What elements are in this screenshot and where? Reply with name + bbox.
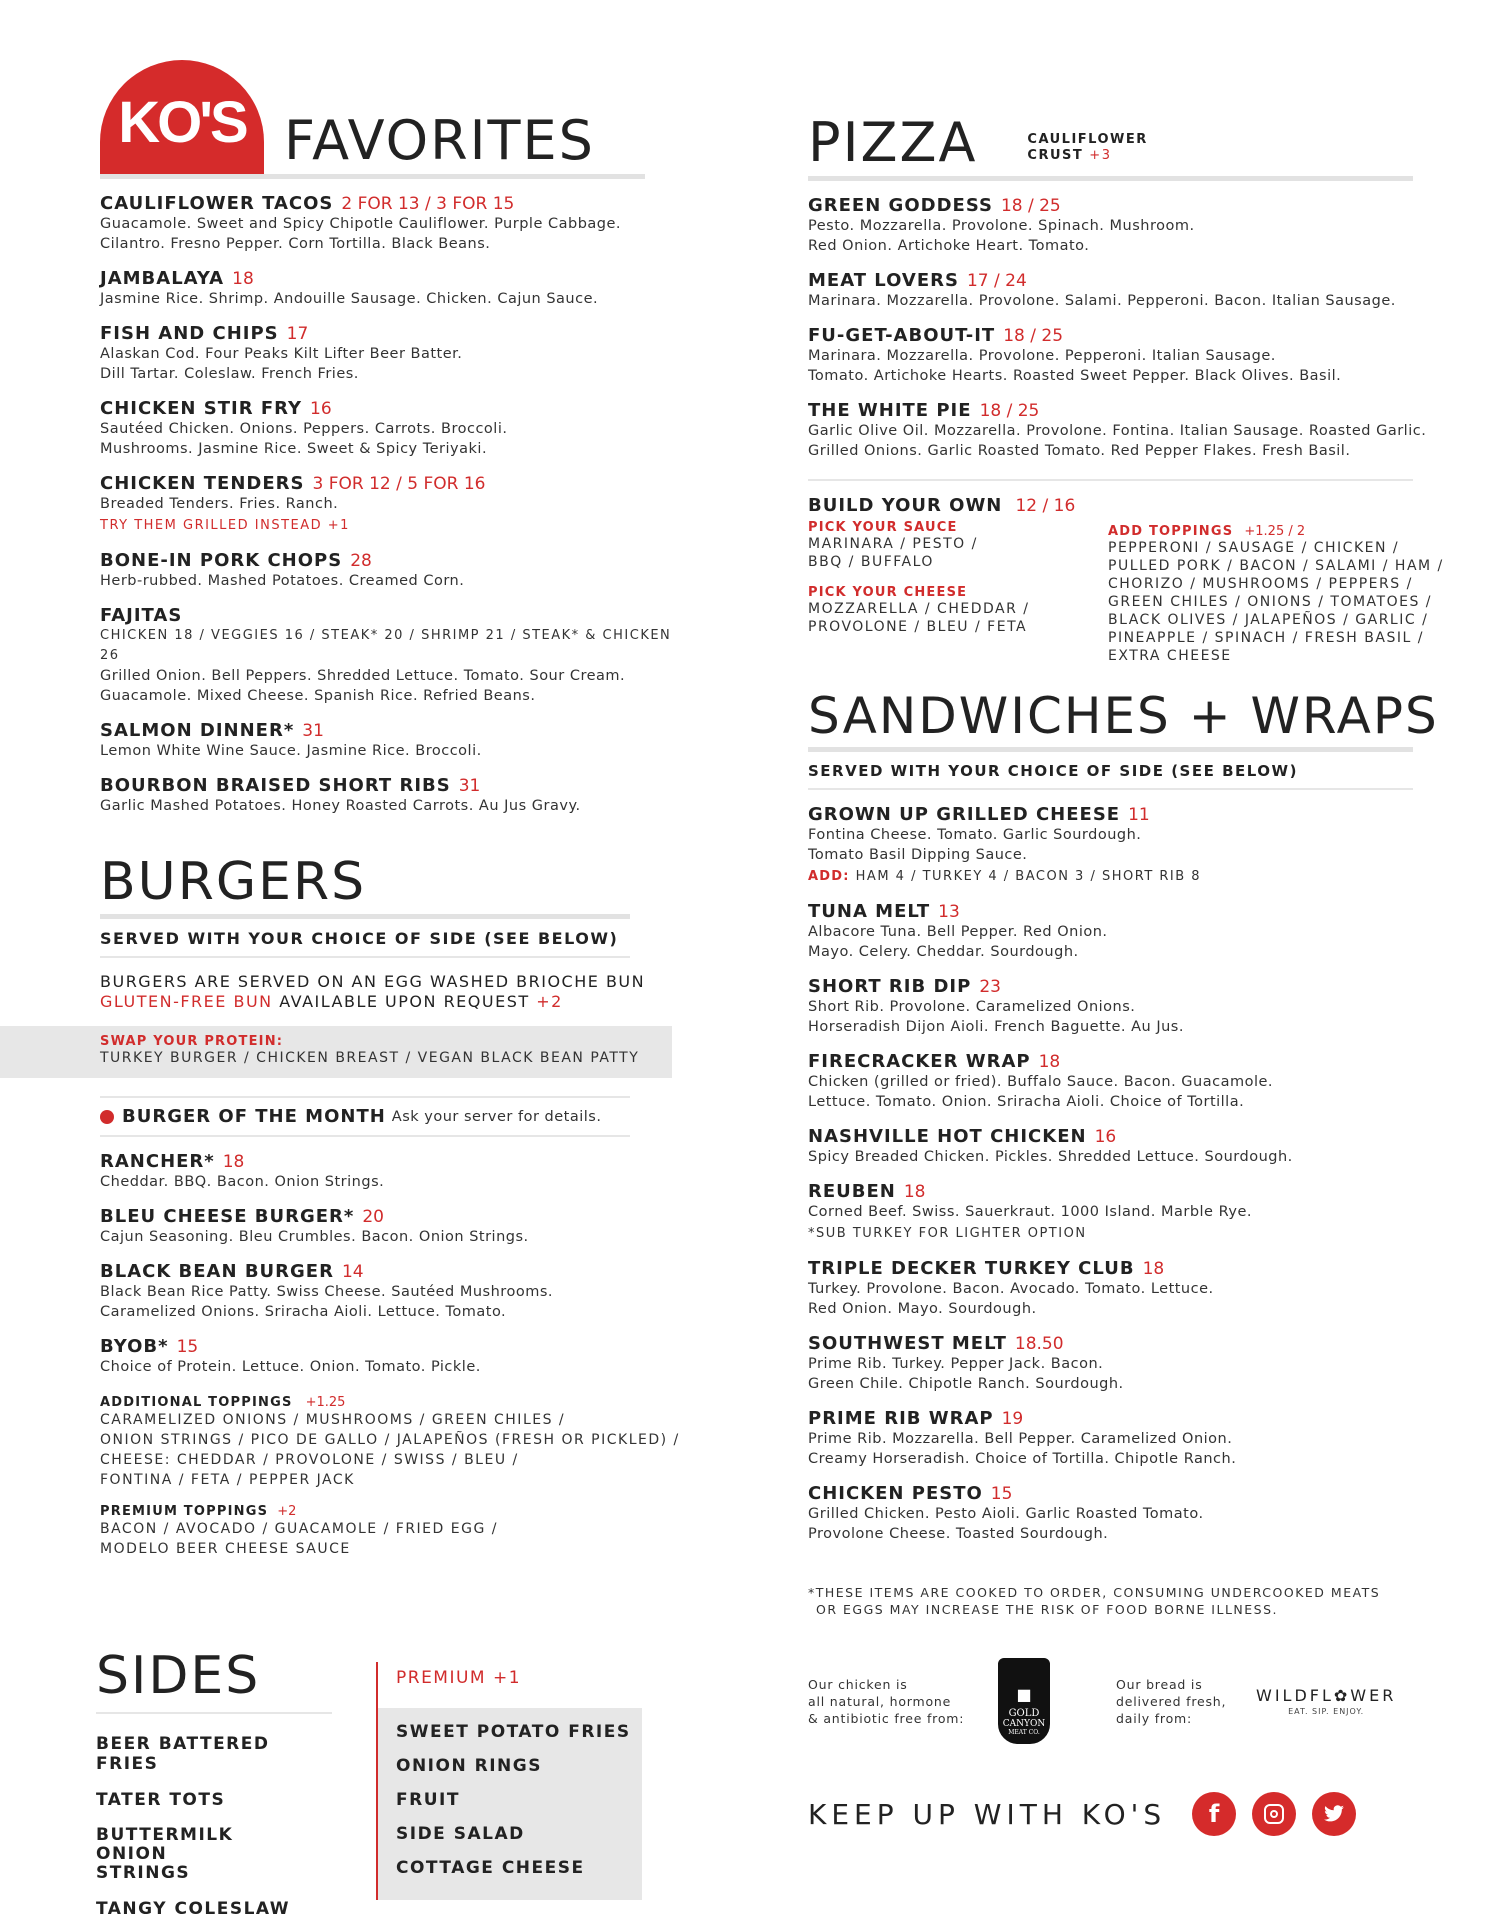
add-topping-line: ONION STRINGS / PICO DE GALLO / JALAPEÑOS (FRESH OR PICKLED) / xyxy=(100,1432,680,1448)
facebook-icon[interactable]: f xyxy=(1192,1792,1236,1836)
item-price: 18 / 25 xyxy=(1003,326,1064,346)
bread-line-3: daily from: xyxy=(1116,1710,1193,1726)
byo-sauce-cheese xyxy=(808,520,1108,665)
byo-toppings xyxy=(1108,520,1444,665)
crust-label: CRUST xyxy=(1027,148,1084,163)
prem-topping-line: MODELO BEER CHEESE SAUCE xyxy=(100,1541,351,1557)
wildflower-tagline: EAT. SIP. ENJOY. xyxy=(1288,1707,1365,1716)
item-description: Horseradish Dijon Aioli. French Baguette. Au Jus. xyxy=(808,1019,1184,1035)
menu-item xyxy=(100,605,680,706)
item-description: Cilantro. Fresno Pepper. Corn Tortilla. Black Beans. xyxy=(100,236,491,252)
gold-canyon-text-1: GOLD xyxy=(1008,1708,1040,1719)
item-description: Alaskan Cod. Four Peaks Kilt Lifter Beer Batter. xyxy=(100,346,463,362)
item-description: Green Chile. Chipotle Ranch. Sourdough. xyxy=(808,1376,1124,1392)
pizza-divider xyxy=(808,176,1413,181)
sandwiches-title: SANDWICHES + WRAPS xyxy=(808,687,1439,745)
kos-logo: KO'S xyxy=(100,60,264,174)
menu-item xyxy=(100,1261,680,1322)
item-name: PRIME RIB WRAP xyxy=(808,1408,994,1429)
item-description: Sautéed Chicken. Onions. Peppers. Carrots. Broccoli. xyxy=(100,421,508,437)
wildflower-wordmark: WILDFL✿WER xyxy=(1256,1686,1397,1705)
item-description: Marinara. Mozzarella. Provolone. Pepperoni. Italian Sausage. xyxy=(808,348,1276,364)
item-description: Dill Tartar. Coleslaw. French Fries. xyxy=(100,366,359,382)
bun-available: AVAILABLE UPON REQUEST xyxy=(279,992,530,1011)
add-toppings-price: +1.25 / 2 xyxy=(1244,524,1306,539)
item-description: Prime Rib. Turkey. Pepper Jack. Bacon. xyxy=(808,1356,1104,1372)
item-price: 18 xyxy=(903,1182,926,1202)
disclaimer-line-2: OR EGGS MAY INCREASE THE RISK OF FOOD BORNE ILLNESS. xyxy=(816,1602,1279,1617)
prem-topping-line: BACON / AVOCADO / GUACAMOLE / FRIED EGG / xyxy=(100,1521,498,1537)
social-row xyxy=(808,1792,1448,1836)
item-description: Tomato Basil Dipping Sauce. xyxy=(808,847,1028,863)
sides-title: SIDES xyxy=(96,1646,261,1706)
menu-item xyxy=(100,1336,680,1377)
item-description: Provolone Cheese. Toasted Sourdough. xyxy=(808,1526,1109,1542)
item-description: Pesto. Mozzarella. Provolone. Spinach. Mushroom. xyxy=(808,218,1195,234)
menu-item xyxy=(808,1408,1448,1469)
swap-protein-options: TURKEY BURGER / CHICKEN BREAST / VEGAN BLACK BEAN PATTY xyxy=(100,1050,640,1066)
add-topping-line: CARAMELIZED ONIONS / MUSHROOMS / GREEN CHILES / xyxy=(100,1412,566,1428)
byo-options xyxy=(808,520,1448,665)
burgers-thin-divider xyxy=(100,956,630,958)
steer-icon: ■ xyxy=(1016,1685,1032,1704)
right-column xyxy=(808,60,1448,1836)
item-price: 31 xyxy=(458,776,481,796)
item-description: Grilled Onions. Garlic Roasted Tomato. Red Pepper Flakes. Fresh Basil. xyxy=(808,443,1351,459)
premium-side-item: COTTAGE CHEESE xyxy=(396,1858,585,1878)
item-description: Caramelized Onions. Sriracha Aioli. Lettuce. Tomato. xyxy=(100,1304,507,1320)
cauliflower-crust xyxy=(1027,132,1147,164)
item-name: RANCHER* xyxy=(100,1151,215,1172)
menu-item xyxy=(808,400,1448,461)
menu-item xyxy=(808,1181,1448,1244)
pick-sauce-label: PICK YOUR SAUCE xyxy=(808,520,958,535)
item-note: *SUB TURKEY FOR LIGHTER OPTION xyxy=(808,1226,1087,1241)
topping-line: PINEAPPLE / SPINACH / FRESH BASIL / xyxy=(1108,630,1424,646)
item-price: 15 xyxy=(176,1337,199,1357)
premium-toppings-price: +2 xyxy=(277,1504,297,1519)
menu-item xyxy=(100,473,680,536)
side-item: BEER BATTERED FRIES xyxy=(96,1734,270,1774)
item-options: CHICKEN 18 / VEGGIES 16 / STEAK* 20 / SHRIMP 21 / STEAK* & CHICKEN 26 xyxy=(100,628,672,663)
add-options: HAM 4 / TURKEY 4 / BACON 3 / SHORT RIB 8 xyxy=(855,869,1202,884)
bread-line-1: Our bread is xyxy=(1116,1676,1203,1692)
item-price: 11 xyxy=(1128,805,1150,825)
item-price: 18 / 25 xyxy=(1000,196,1061,216)
item-description: Corned Beef. Swiss. Sauerkraut. 1000 Island. Marble Rye. xyxy=(808,1204,1252,1220)
menu-item xyxy=(100,268,680,309)
item-description: Fontina Cheese. Tomato. Garlic Sourdough. xyxy=(808,827,1142,843)
item-price: 18 xyxy=(1142,1259,1165,1279)
menu-item xyxy=(808,1333,1448,1394)
item-price: 23 xyxy=(979,977,1001,997)
bun-line-2 xyxy=(100,992,680,1012)
topping-line: EXTRA CHEESE xyxy=(1108,648,1232,664)
cheese-line: MOZZARELLA / CHEDDAR / xyxy=(808,601,1030,617)
item-price: 18 / 25 xyxy=(979,401,1040,421)
cheese-line: PROVOLONE / BLEU / FETA xyxy=(808,619,1028,635)
sandwiches-served-note: SERVED WITH YOUR CHOICE OF SIDE (SEE BELOW) xyxy=(808,762,1298,780)
additional-toppings-price: +1.25 xyxy=(305,1395,346,1410)
menu-item xyxy=(808,195,1448,256)
side-item: BUTTERMILK ONION STRINGS xyxy=(96,1825,234,1883)
additional-toppings xyxy=(100,1391,680,1490)
menu-item xyxy=(808,325,1448,386)
topping-line: BLACK OLIVES / JALAPEÑOS / GARLIC / xyxy=(1108,612,1429,628)
item-description: Guacamole. Mixed Cheese. Spanish Rice. Refried Beans. xyxy=(100,688,536,704)
left-column xyxy=(100,60,680,1559)
red-dot-icon xyxy=(100,1110,114,1124)
item-price: 14 xyxy=(341,1262,364,1282)
menu-item xyxy=(100,323,680,384)
item-name: BLEU CHEESE BURGER* xyxy=(100,1206,355,1227)
item-name: FIRECRACKER WRAP xyxy=(808,1051,1031,1072)
menu-item xyxy=(808,901,1448,962)
pizza-list xyxy=(808,195,1448,461)
item-add-ons xyxy=(808,867,1448,887)
premium-toppings-title: PREMIUM TOPPINGS xyxy=(100,1504,269,1519)
item-price: 19 xyxy=(1001,1409,1024,1429)
item-name: GREEN GODDESS xyxy=(808,195,993,216)
item-description: Tomato. Artichoke Hearts. Roasted Sweet Pepper. Black Olives. Basil. xyxy=(808,368,1342,384)
item-description: Cajun Seasoning. Bleu Crumbles. Bacon. Onion Strings. xyxy=(100,1229,529,1245)
item-price: 16 xyxy=(1094,1127,1117,1147)
chicken-line-1: Our chicken is xyxy=(808,1676,908,1692)
wildflower-logo xyxy=(1256,1686,1396,1716)
item-name: TRIPLE DECKER TURKEY CLUB xyxy=(808,1258,1135,1279)
add-topping-line: FONTINA / FETA / PEPPER JACK xyxy=(100,1472,355,1488)
bread-source-text xyxy=(1116,1676,1256,1727)
item-description: Short Rib. Provolone. Caramelized Onions. xyxy=(808,999,1136,1015)
item-price: 20 xyxy=(362,1207,384,1227)
item-description: Lemon White Wine Sauce. Jasmine Rice. Broccoli. xyxy=(100,743,482,759)
item-description: Creamy Horseradish. Choice of Tortilla. Chipotle Ranch. xyxy=(808,1451,1237,1467)
burgers-title: BURGERS xyxy=(100,852,367,912)
item-name: TUNA MELT xyxy=(808,901,931,922)
side-item: TANGY COLESLAW xyxy=(96,1899,291,1919)
menu-item xyxy=(100,398,680,459)
item-description: Albacore Tuna. Bell Pepper. Red Onion. xyxy=(808,924,1108,940)
item-description: Mushrooms. Jasmine Rice. Sweet & Spicy Teriyaki. xyxy=(100,441,488,457)
build-your-own xyxy=(808,495,1448,516)
byo-name: BUILD YOUR OWN xyxy=(808,495,1003,516)
menu-item xyxy=(100,775,680,816)
item-price: 18 xyxy=(222,1152,245,1172)
gluten-free-bun: GLUTEN-FREE BUN xyxy=(100,992,273,1011)
premium-toppings xyxy=(100,1500,680,1559)
item-price: 18 xyxy=(232,269,254,289)
item-description: Guacamole. Sweet and Spicy Chipotle Cauliflower. Purple Cabbage. xyxy=(100,216,622,232)
bun-line-1: BURGERS ARE SERVED ON AN EGG WASHED BRIOCHE BUN xyxy=(100,972,646,991)
item-description: Marinara. Mozzarella. Provolone. Salami. Pepperoni. Bacon. Italian Sausage. xyxy=(808,293,1396,309)
favorites-title: FAVORITES xyxy=(284,109,595,172)
menu-item xyxy=(808,976,1448,1037)
item-price: 17 xyxy=(286,324,309,344)
sides-regular-list xyxy=(96,1734,336,1919)
item-name: CAULIFLOWER TACOS xyxy=(100,193,334,214)
item-name: JAMBALAYA xyxy=(100,268,225,289)
instagram-icon[interactable] xyxy=(1252,1792,1296,1836)
menu-item xyxy=(100,1206,680,1247)
premium-side-item: SIDE SALAD xyxy=(396,1824,525,1844)
burgers-divider xyxy=(100,914,630,919)
favorites-divider xyxy=(100,174,645,179)
item-description: Breaded Tenders. Fries. Ranch. xyxy=(100,496,339,512)
item-price: 28 xyxy=(350,551,372,571)
premium-side-item: FRUIT xyxy=(396,1790,460,1810)
item-description: Grilled Onion. Bell Peppers. Shredded Lettuce. Tomato. Sour Cream. xyxy=(100,668,626,684)
item-name: BOURBON BRAISED SHORT RIBS xyxy=(100,775,451,796)
item-description: Red Onion. Mayo. Sourdough. xyxy=(808,1301,1037,1317)
botm-title: BURGER OF THE MONTH xyxy=(122,1106,386,1127)
item-name: FISH AND CHIPS xyxy=(100,323,279,344)
sides-section xyxy=(96,1646,656,1919)
sandwiches-divider xyxy=(808,747,1413,752)
item-name: SHORT RIB DIP xyxy=(808,976,972,997)
topping-line: PEPPERONI / SAUSAGE / CHICKEN / xyxy=(1108,540,1400,556)
item-name: CHICKEN PESTO xyxy=(808,1483,983,1504)
premium-side-item: ONION RINGS xyxy=(396,1756,542,1776)
add-topping-line: CHEESE: CHEDDAR / PROVOLONE / SWISS / BLEU / xyxy=(100,1452,519,1468)
add-toppings-label: ADD TOPPINGS xyxy=(1108,524,1234,539)
item-description: Turkey. Provolone. Bacon. Avocado. Tomato. Lettuce. xyxy=(808,1281,1214,1297)
item-description: Spicy Breaded Chicken. Pickles. Shredded Lettuce. Sourdough. xyxy=(808,1149,1293,1165)
item-price: 3 FOR 12 / 5 FOR 16 xyxy=(312,474,486,494)
menu-item xyxy=(100,1151,680,1192)
disclaimer xyxy=(808,1584,1448,1618)
item-price: 15 xyxy=(990,1484,1013,1504)
byo-divider xyxy=(808,479,1413,481)
premium-side-item: SWEET POTATO FRIES xyxy=(396,1722,631,1742)
item-name: BLACK BEAN BURGER xyxy=(100,1261,334,1282)
chicken-source-text xyxy=(808,1676,998,1727)
item-description: Herb-rubbed. Mashed Potatoes. Creamed Corn. xyxy=(100,573,465,589)
menu-item xyxy=(100,720,680,761)
bun-note xyxy=(100,972,680,1012)
sourcing-row xyxy=(808,1658,1448,1744)
premium-sides-label: PREMIUM +1 xyxy=(396,1668,522,1688)
item-description: Lettuce. Tomato. Onion. Sriracha Aioli. Choice of Tortilla. xyxy=(808,1094,1245,1110)
item-price: 16 xyxy=(310,399,332,419)
favorites-header xyxy=(100,60,680,174)
item-name: FAJITAS xyxy=(100,605,183,626)
item-name: SOUTHWEST MELT xyxy=(808,1333,1007,1354)
burger-of-the-month xyxy=(100,1106,680,1127)
item-name: NASHVILLE HOT CHICKEN xyxy=(808,1126,1087,1147)
menu-item xyxy=(100,550,680,591)
byo-price: 12 / 16 xyxy=(1015,496,1076,516)
menu-item xyxy=(808,1483,1448,1544)
item-name: MEAT LOVERS xyxy=(808,270,959,291)
item-name: REUBEN xyxy=(808,1181,896,1202)
swap-protein-box xyxy=(0,1026,672,1078)
item-price: 31 xyxy=(302,721,324,741)
chicken-line-3: & antibiotic free from: xyxy=(808,1710,965,1726)
item-name: BONE-IN PORK CHOPS xyxy=(100,550,343,571)
sauce-line: BBQ / BUFFALO xyxy=(808,554,934,570)
burgers-served-note: SERVED WITH YOUR CHOICE OF SIDE (SEE BELOW) xyxy=(100,929,619,948)
item-name: BYOB* xyxy=(100,1336,169,1357)
swap-protein-label: SWAP YOUR PROTEIN: xyxy=(100,1034,284,1049)
item-price: 2 FOR 13 / 3 FOR 15 xyxy=(341,194,515,214)
sauce-line: MARINARA / PESTO / xyxy=(808,536,978,552)
chicken-line-2: all natural, hormone xyxy=(808,1693,952,1709)
item-description: Choice of Protein. Lettuce. Onion. Tomato. Pickle. xyxy=(100,1359,481,1375)
item-price: 13 xyxy=(938,902,960,922)
cauli-label: CAULIFLOWER xyxy=(1027,132,1148,147)
pizza-header xyxy=(808,111,1448,174)
keep-up-text: KEEP UP WITH KO'S xyxy=(808,1797,1167,1831)
item-name: THE WHITE PIE xyxy=(808,400,972,421)
item-name: GROWN UP GRILLED CHEESE xyxy=(808,804,1121,825)
item-price: 18 xyxy=(1038,1052,1061,1072)
menu-item xyxy=(808,1258,1448,1319)
menu-item xyxy=(808,270,1448,311)
additional-toppings-title: ADDITIONAL TOPPINGS xyxy=(100,1395,293,1410)
menu-item xyxy=(808,804,1448,887)
sides-divider xyxy=(96,1712,332,1714)
item-description: Mayo. Celery. Cheddar. Sourdough. xyxy=(808,944,1079,960)
gold-canyon-logo xyxy=(998,1658,1050,1744)
item-description: Red Onion. Artichoke Heart. Tomato. xyxy=(808,238,1090,254)
item-description: Chicken (grilled or fried). Buffalo Sauce. Bacon. Guacamole. xyxy=(808,1074,1274,1090)
pick-cheese-label: PICK YOUR CHEESE xyxy=(808,585,968,600)
premium-sides-box xyxy=(378,1708,642,1900)
sandwiches-list xyxy=(808,804,1448,1544)
gold-canyon-text-2: CANYON xyxy=(1002,1719,1046,1729)
disclaimer-line-1: *THESE ITEMS ARE COOKED TO ORDER, CONSUMING UNDERCOOKED MEATS xyxy=(808,1585,1381,1600)
botm-top-divider xyxy=(100,1096,630,1098)
add-label: ADD: xyxy=(808,869,850,884)
pizza-title: PIZZA xyxy=(808,111,978,174)
burgers-list xyxy=(100,1151,680,1377)
cauli-price: +3 xyxy=(1089,148,1112,163)
side-item: TATER TOTS xyxy=(96,1790,226,1810)
item-description: Prime Rib. Mozzarella. Bell Pepper. Caramelized Onion. xyxy=(808,1431,1233,1447)
item-description: Cheddar. BBQ. Bacon. Onion Strings. xyxy=(100,1174,385,1190)
item-note: TRY THEM GRILLED INSTEAD +1 xyxy=(100,518,350,533)
item-description: Black Bean Rice Patty. Swiss Cheese. Sautéed Mushrooms. xyxy=(100,1284,553,1300)
topping-line: GREEN CHILES / ONIONS / TOMATOES / xyxy=(1108,594,1432,610)
topping-line: CHORIZO / MUSHROOMS / PEPPERS / xyxy=(1108,576,1413,592)
menu-item xyxy=(100,193,680,254)
menu-item xyxy=(808,1051,1448,1112)
item-description: Jasmine Rice. Shrimp. Andouille Sausage. Chicken. Cajun Sauce. xyxy=(100,291,599,307)
item-name: FU-GET-ABOUT-IT xyxy=(808,325,996,346)
item-name: CHICKEN TENDERS xyxy=(100,473,305,494)
favorites-list xyxy=(100,193,680,816)
item-description: Garlic Mashed Potatoes. Honey Roasted Carrots. Au Jus Gravy. xyxy=(100,798,581,814)
topping-line: PULLED PORK / BACON / SALAMI / HAM / xyxy=(1108,558,1444,574)
item-name: CHICKEN STIR FRY xyxy=(100,398,303,419)
botm-bottom-divider xyxy=(100,1135,630,1137)
menu-item xyxy=(808,1126,1448,1167)
gold-canyon-text-3: MEAT CO. xyxy=(1008,1729,1040,1736)
twitter-icon[interactable] xyxy=(1312,1792,1356,1836)
botm-note: Ask your server for details. xyxy=(391,1108,602,1125)
bread-line-2: delivered fresh, xyxy=(1116,1693,1227,1709)
item-description: Grilled Chicken. Pesto Aioli. Garlic Roasted Tomato. xyxy=(808,1506,1204,1522)
item-description: Garlic Olive Oil. Mozzarella. Provolone. Fontina. Italian Sausage. Roasted Garlic. xyxy=(808,423,1427,439)
item-price: 18.50 xyxy=(1014,1334,1064,1354)
cauli-label-2 xyxy=(1027,148,1147,164)
item-price: 17 / 24 xyxy=(966,271,1027,291)
sandwiches-thin-divider xyxy=(808,788,1413,790)
item-name: SALMON DINNER* xyxy=(100,720,295,741)
gf-bun-price: +2 xyxy=(536,992,563,1011)
